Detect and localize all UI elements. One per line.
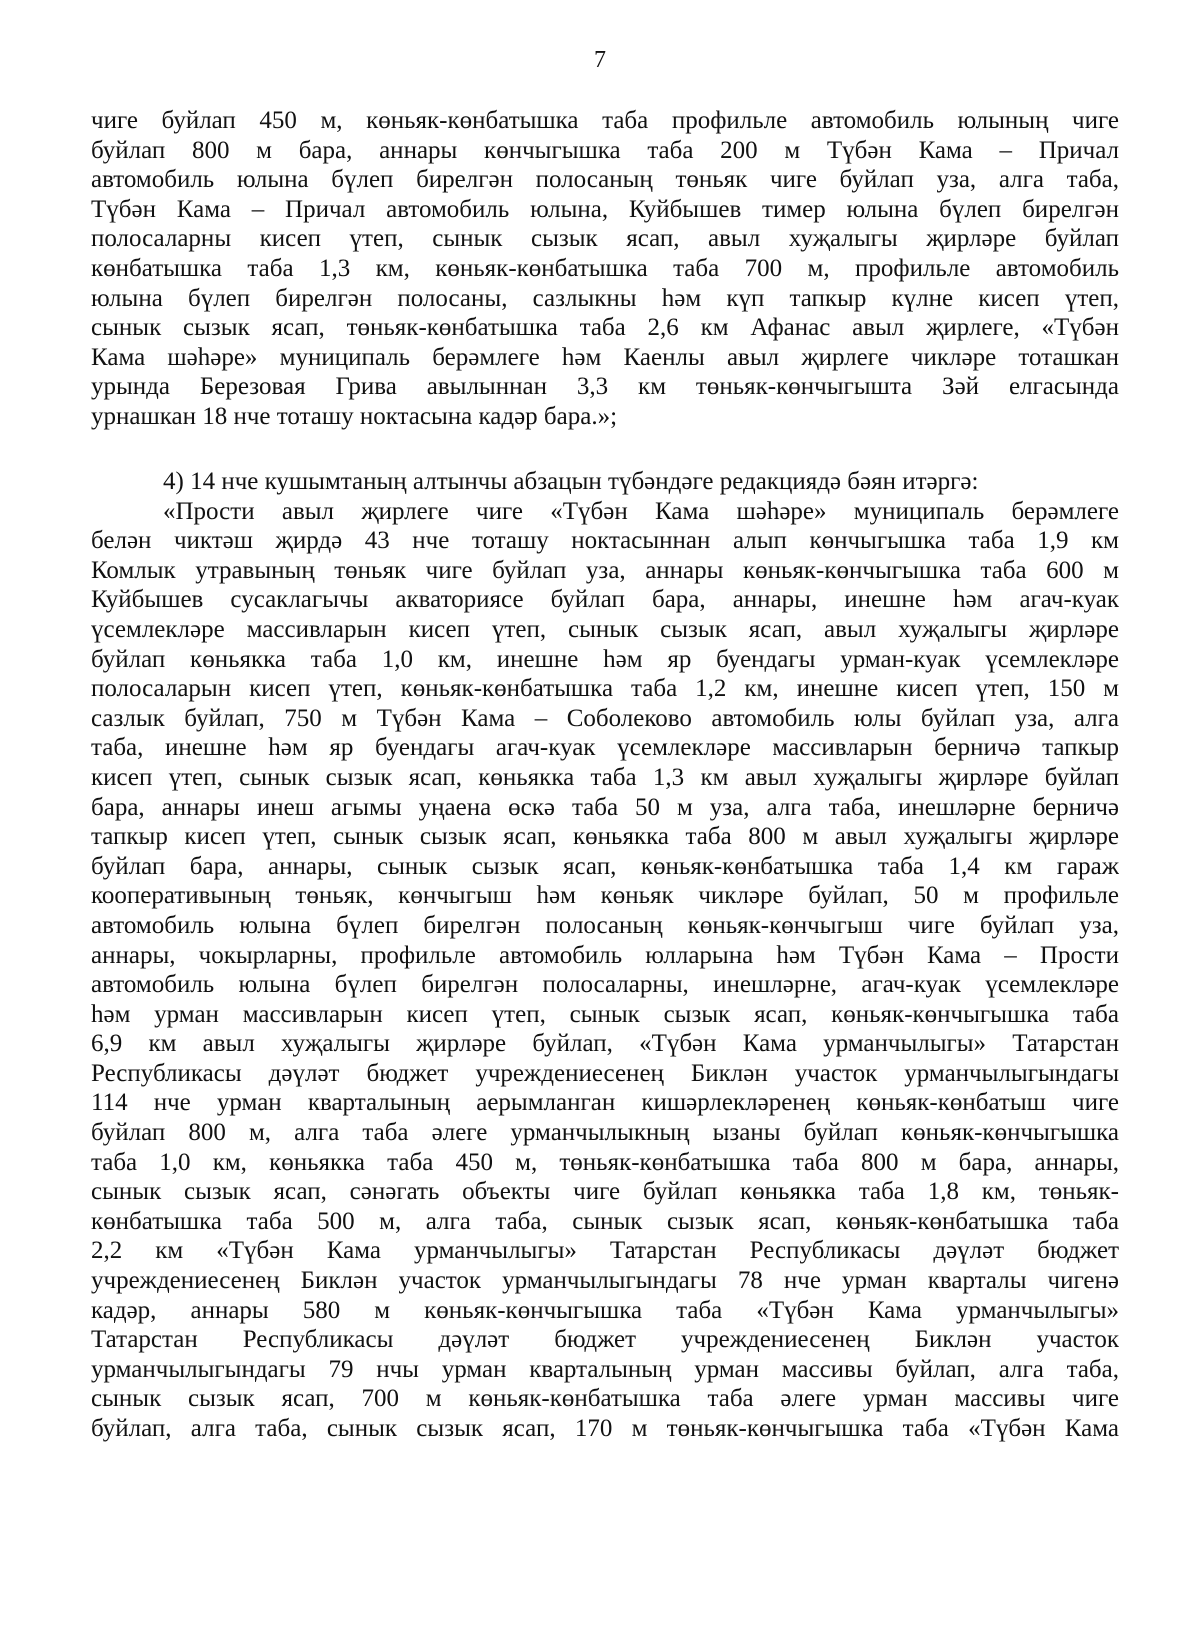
text-line: тапкыр кисеп үтеп, сынык сызык ясап, көньякка таба 800 м авыл хуҗалыгы җирләре: [91, 823, 1119, 851]
text-line: кисеп үтеп, сынык сызык ясап, көньякка таба 1,3 км авыл хуҗалыгы җирләре буйлап: [91, 763, 1119, 791]
text-line: автомобиль юлына бүлеп бирелгән полосаның көньяк-көнчыгыш чиге буйлап уза,: [91, 911, 1119, 939]
paragraph-continuation: [91, 106, 1119, 432]
text-line: буйлап 800 м бара, аннары көнчыгышка таба 200 м Түбән Кама – Причал: [91, 136, 1119, 164]
text-line: урманчылыгындагы 79 нчы урман кварталының урман массивы буйлап, алга таба,: [91, 1355, 1119, 1383]
text-line: автомобиль юлына бүлеп бирелгән полосаның төньяк чиге буйлап уза, алга таба,: [91, 166, 1119, 194]
text-line: сынык сызык ясап, сәнәгать объекты чиге буйлап көньякка таба 1,8 км, төньяк-: [91, 1178, 1119, 1206]
text-line: 6,9 км авыл хуҗалыгы җирләре буйлап, «Түбән Кама урманчылыгы» Татарстан: [91, 1030, 1119, 1058]
text-line: аннары, чокырларны, профильле автомобиль юлларына һәм Түбән Кама – Прости: [91, 941, 1119, 969]
text-line: полосаларны кисеп үтеп, сынык сызык ясап, авыл хуҗалыгы җирләре буйлап: [91, 225, 1119, 253]
text-line: буйлап 800 м, алга таба әлеге урманчылыкның ызаны буйлап көньяк-көнчыгышка: [91, 1119, 1119, 1147]
text-line: 114 нче урман кварталының аерымланган кишәрлекләренең көньяк-көнбатыш чиге: [91, 1089, 1119, 1117]
text-line: автомобиль юлына бүлеп бирелгән полосаларны, инешләрне, агач-куак үсемлекләре: [91, 971, 1119, 999]
text-line: таба, инешне һәм яр буендагы агач-куак үсемлекләре массивларын берничә тапкыр: [91, 734, 1119, 762]
text-line: чиге буйлап 450 м, көньяк-көнбатышка таба профильле автомобиль юлының чиге: [91, 107, 1119, 134]
text-line: учреждениесенең Биклән участок урманчылыгындагы 78 нче урман кварталы чигенә: [91, 1267, 1119, 1295]
text-line: үсемлекләре массивларын кисеп үтеп, сынык сызык ясап, авыл хуҗалыгы җирләре: [91, 615, 1119, 643]
text-line: буйлап, алга таба, сынык сызык ясап, 170 м төньяк-көнчыгышка таба «Түбән Кама: [91, 1415, 1119, 1442]
text-line: кооперативының төньяк, көнчыгыш һәм көньяк чикләре буйлап, 50 м профильле: [91, 882, 1119, 910]
text-line: буйлап көньякка таба 1,0 км, инешне һәм яр буендагы урман-куак үсемлекләре: [91, 645, 1119, 673]
paragraph-amendment-4: [91, 467, 1119, 1444]
text-line: юлына бүлеп бирелгән полосаны, сазлыкны һәм күп тапкыр күлне кисеп үтеп,: [91, 284, 1119, 312]
text-line: көнбатышка таба 1,3 км, көньяк-көнбатышка таба 700 м, профильле автомобиль: [91, 254, 1119, 282]
text-line: Кама шәһәре» муниципаль берәмлеге һәм Каенлы авыл җирлеге чикләре тоташкан: [91, 343, 1119, 371]
text-line: «Прости авыл җирлеге чиге «Түбән Кама шәһәре» муниципаль берәмлеге: [163, 497, 1119, 525]
text-line: буйлап бара, аннары, сынык сызык ясап, көньяк-көнбатышка таба 1,4 км гараж: [91, 852, 1119, 880]
text-line: Республикасы дәүләт бюджет учреждениесенең Биклән участок урманчылыгындагы: [91, 1059, 1119, 1087]
text-line: белән чиктәш җирдә 43 нче тоташу ноктасыннан алып көнчыгышка таба 1,9 км: [91, 527, 1119, 555]
text-line: сынык сызык ясап, 700 м көньяк-көнбатышка таба әлеге урман массивы чиге: [91, 1385, 1119, 1413]
text-line: урнашкан 18 нче тоташу ноктасына кадәр бара.»;: [91, 402, 618, 430]
text-line: бара, аннары инеш агымы уңаена өскә таба 50 м уза, алга таба, инешләрне берничә: [91, 793, 1119, 821]
text-line: 2,2 км «Түбән Кама урманчылыгы» Татарстан Республикасы дәүләт бюджет: [91, 1237, 1119, 1265]
text-line: һәм урман массивларын кисеп үтеп, сынык сызык ясап, көньяк-көнчыгышка таба: [91, 1000, 1119, 1028]
text-line: Комлык утравының төньяк чиге буйлап уза, аннары көньяк-көнчыгышка таба 600 м: [91, 556, 1119, 584]
text-line: 4) 14 нче кушымтаның алтынчы абзацын түбәндәге редакциядә бәян итәргә:: [163, 468, 979, 495]
text-line: сынык сызык ясап, төньяк-көнбатышка таба 2,6 км Афанас авыл җирлеге, «Түбән: [91, 314, 1119, 342]
text-line: Татарстан Республикасы дәүләт бюджет учреждениесенең Биклән участок: [91, 1326, 1119, 1354]
text-line: сазлык буйлап, 750 м Түбән Кама – Соболеково автомобиль юлы буйлап уза, алга: [91, 704, 1119, 732]
text-line: таба 1,0 км, көньякка таба 450 м, төньяк-көнбатышка таба 800 м бара, аннары,: [91, 1148, 1119, 1176]
text-line: полосаларын кисеп үтеп, көньяк-көнбатышка таба 1,2 км, инешне кисеп үтеп, 150 м: [91, 675, 1119, 703]
text-line: урында Березовая Грива авылыннан 3,3 км төньяк-көнчыгышта Зәй елгасында: [91, 373, 1119, 401]
text-line: Түбән Кама – Причал автомобиль юлына, Куйбышев тимер юлына бүлеп бирелгән: [91, 195, 1119, 223]
page-number: 7: [594, 47, 606, 73]
text-line: көнбатышка таба 500 м, алга таба, сынык сызык ясап, көньяк-көнбатышка таба: [91, 1207, 1119, 1235]
text-line: кадәр, аннары 580 м көньяк-көнчыгышка таба «Түбән Кама урманчылыгы»: [91, 1296, 1119, 1324]
text-line: Куйбышев сусаклагычы акваториясе буйлап бара, аннары, инешне һәм агач-куак: [91, 586, 1119, 614]
